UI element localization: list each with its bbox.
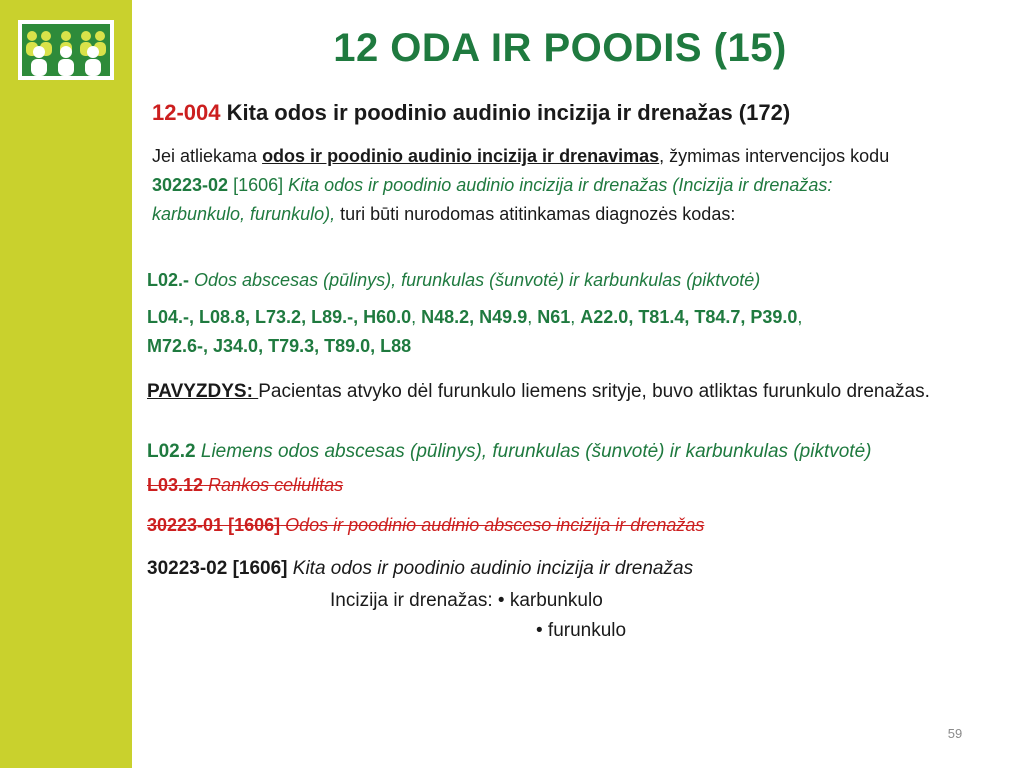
example-diagnosis — [147, 437, 871, 466]
example-paragraph — [147, 377, 1007, 406]
wrong2-code: 30223-01 [1606] — [147, 515, 281, 535]
wrong2-text: Odos ir poodinio audinio absceso incizija ir drenažas — [280, 515, 705, 535]
diag-list-code: N61 — [537, 307, 571, 327]
wrong1-code: L03.12 — [147, 475, 204, 495]
intro-italic: Kita odos ir poodinio audinio incizija ir drenažas (Incizija ir drenažas: karbunkulo, furunkulo), — [152, 175, 833, 224]
intro-underlined: odos ir poodinio audinio incizija ir drenavimas — [262, 146, 660, 166]
diag-line-1 — [147, 266, 760, 295]
correct-sub-line-2 — [536, 616, 626, 645]
logo — [18, 20, 114, 80]
correct-bullet-2: • furunkulo — [536, 620, 627, 641]
correct-text: Kita odos ir poodinio audinio incizija ir drenažas — [287, 558, 694, 579]
ex-diag-code: L02.2 — [147, 441, 196, 462]
slide-title: 12 ODA IR POODIS (15) — [333, 26, 787, 70]
diag-code-list — [147, 303, 967, 361]
wrong1-text: Rankos celiulitas — [203, 475, 344, 495]
diag1-text: Odos abscesas (pūlinys), furunkulas (šunvotė) ir karbunkulas (piktvotė) — [189, 270, 761, 290]
wrong-intervention — [147, 511, 704, 540]
sidebar-band — [0, 0, 132, 768]
section-subtitle — [152, 100, 790, 126]
people-logo-icon — [22, 24, 110, 76]
diag1-code: L02.- — [147, 270, 190, 290]
correct-bullet-1: • karbunkulo — [497, 590, 603, 611]
diag-list-code: L04.-, L08.8, L73.2, L89.-, H60.0 — [147, 307, 412, 327]
diag-list-sep: , — [527, 307, 538, 327]
intro-paragraph — [152, 142, 892, 229]
example-label: PAVYZDYS: — [147, 381, 259, 402]
page-number: 59 — [947, 726, 963, 741]
subtitle-text: Kita odos ir poodinio audinio incizija ir drenažas (172) — [220, 100, 791, 125]
diag-list-sep: , — [411, 307, 422, 327]
correct-code: 30223-02 [1606] — [147, 558, 288, 579]
diag-list-sep: , — [797, 307, 803, 327]
intro-code: 30223-02 — [152, 175, 229, 195]
diag-list-code: A22.0, T81.4, T84.7, P39.0 — [580, 307, 798, 327]
correct-sub-label: Incizija ir drenažas: — [330, 590, 498, 611]
intro-text-3: turi būti nurodomas atitinkamas diagnozės kodas: — [335, 204, 736, 224]
subtitle-code: 12-004 — [152, 100, 221, 125]
intro-text-1: Jei atliekama — [152, 146, 263, 166]
ex-diag-text: Liemens odos abscesas (pūlinys), furunkulas (šunvotė) ir karbunkulas (piktvotė) — [195, 441, 872, 462]
intro-text-2: , žymimas intervencijos kodu — [659, 146, 890, 166]
diag-list-code: M72.6-, J34.0, T79.3, T89.0, L88 — [147, 336, 412, 356]
correct-intervention — [147, 554, 693, 583]
example-text: Pacientas atvyko dėl furunkulo liemens srityje, buvo atliktas furunkulo drenažas. — [258, 381, 930, 402]
diag-list-sep: , — [570, 307, 581, 327]
correct-sub-line-1 — [330, 586, 603, 615]
intro-bracket: [1606] — [228, 175, 289, 195]
wrong-diagnosis — [147, 471, 343, 500]
diag-list-code: N48.2, N49.9 — [421, 307, 528, 327]
